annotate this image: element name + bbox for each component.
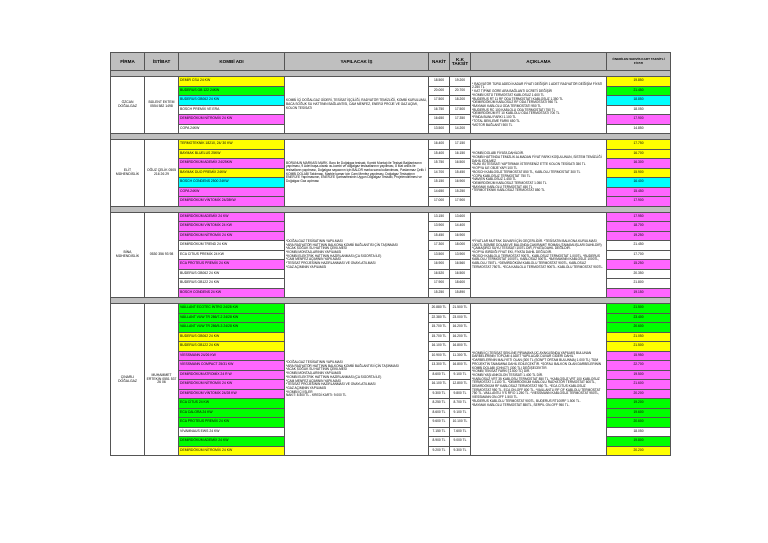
onerilen-fiyat-cell: 19.800 xyxy=(607,437,671,447)
nakit-cell: 17.300 xyxy=(429,241,450,251)
kk-taksit-cell: 15.890 xyxy=(450,288,471,298)
onerilen-fiyat-cell: 18.700 xyxy=(607,222,671,232)
kk-taksit-cell: 16.500 xyxy=(450,269,471,279)
kk-taksit-cell: 8.700 TL xyxy=(450,399,471,409)
table-row xyxy=(111,77,671,87)
onerilen-fiyat-cell: 19.200 xyxy=(607,399,671,409)
onerilen-fiyat-cell: 19.500 xyxy=(607,370,671,380)
onerilen-fiyat-cell: 20.200 xyxy=(607,389,671,399)
kombi-name-cell: DEMİRDÖKÜM ADEMİX 24 KW xyxy=(179,212,285,222)
kk-taksit-cell: 16.900 xyxy=(450,231,471,241)
header-kombi: KOMBİ ADI xyxy=(179,53,285,71)
kk-taksit-cell: 14.400 xyxy=(450,222,471,232)
nakit-cell: 13.500 xyxy=(429,250,450,260)
header-aciklama: AÇIKLAMA xyxy=(471,53,607,71)
onerilen-fiyat-cell: 14.850 xyxy=(607,124,671,134)
kombi-name-cell: BUDERUS GB122 24 KW xyxy=(179,279,285,289)
aciklama-cell: *KOMBİ DOLABI FİYATA DAHİLDİR. *KOMBİ HATTINDA TEMİZLİK ALMADAN FİYAT FARKI KOŞULUNUN, SİSTEM TEMİZLİĞİ DAHİL EDİLMEZ *SUNİ ISI TESİSATI YAPTIRMAK İSTERSENİZ ETTE KOLON TESİSATI 350 TL *KOPYA İLE OBJE YAPI 100 TL *BOSCH KABLOSUZ TERMOSTAT 850 TL, KABLOLU TERMOSTAT 300 TL *COPA KABLOSUZ TERMOSTAT 750 TL *NAVIEN KABLOSUZ 1.450 TL *DEMİRDÖKÜM KABLOSUZ TERMOSTAT 1.050 TL *BAYMAK KABLOLU TERMOSTAT 450 TL *TERMOTEKNİK KABLOSUZ TERMOSTAT 850 TL xyxy=(471,140,607,207)
onerilen-fiyat-cell: 20.350 xyxy=(607,269,671,279)
istibat-cell: 0530 356 93 98 xyxy=(145,212,179,298)
kombi-name-cell: ECA PROTEUS PREMİX 24 KW xyxy=(179,260,285,270)
kombi-name-cell: DEMİR CSU 24 KW xyxy=(179,77,285,87)
kk-taksit-cell: 13.900 xyxy=(450,250,471,260)
kombi-name-cell: ECA CALORA 24 KW xyxy=(179,408,285,418)
kk-taksit-cell: 16.800 TL xyxy=(450,361,471,371)
onerilen-fiyat-cell: 20.200 xyxy=(607,446,671,456)
nakit-cell: 15.250 xyxy=(429,288,450,298)
yapilacak-cell: *DOĞALGAZ TESİSATININ YAPILMASI *ARA RADYATÖR HATTININ BALKONA KOMBİ BAĞLANTISI ÇİN TAŞINMASI *ACAK SOĞUK SU HATTININ ÇEKİLMESİ *KOMBİ MONTAJLARININ YAPILMASI *KOMBİ ELEKTRİK HATTININ HAZIRLANMASI (ÇA SIGORTA İLE) *CAM MENFEZ AÇIMININ YAPILMASI *TESİSAT PROJESİNİN HAZIRLANMASI VE ONAYLATILMASI *GAZ AÇIMININ YAPILMASI xyxy=(285,212,429,298)
nakit-cell: 17.900 xyxy=(429,279,450,289)
kombi-name-cell: BOSCH CONDENS 24 KW xyxy=(179,288,285,298)
nakit-cell: 15.700 TL xyxy=(429,332,450,342)
kk-taksit-cell: 19.200 xyxy=(450,77,471,87)
table-row xyxy=(111,304,671,314)
nakit-cell: 13.500 xyxy=(429,124,450,134)
kombi-name-cell: DEMİRDÖKÜM ADEMİX 24/25KW xyxy=(179,159,285,169)
nakit-cell: 10.900 TL xyxy=(429,351,450,361)
kk-taksit-cell: 21.500 TL xyxy=(450,304,471,314)
kombi-name-cell: ECA PROTEUS PREMİX 24 KW xyxy=(179,418,285,428)
kombi-name-cell: DEMİRDÖKÜM NİTROMİX 24 KW xyxy=(179,231,285,241)
table-row xyxy=(111,212,671,222)
kombi-name-cell: BOSCH CONDENS 2500 24KW xyxy=(179,178,285,188)
kombi-name-cell: COPA 24KW xyxy=(179,187,285,197)
onerilen-fiyat-cell: 17.900 xyxy=(607,115,671,125)
kombi-name-cell: COPA 24KW xyxy=(179,124,285,134)
kk-taksit-cell: 16.800 TL xyxy=(450,342,471,352)
kk-taksit-cell: 17.500 xyxy=(450,105,471,115)
kk-taksit-cell: 18.200 xyxy=(450,96,471,106)
kombi-name-cell: VAİLLANT VUW TR 286/5-3 24/28 KW xyxy=(179,323,285,333)
kombi-name-cell: DEMİRDÖKÜM NİTROMİX 24 KW xyxy=(179,446,285,456)
onerilen-fiyat-cell: 19.850 xyxy=(607,77,671,87)
kombi-name-cell: VİVAMNAUS EWS 24 KW xyxy=(179,427,285,437)
kk-taksit-cell: 17.150 xyxy=(450,140,471,150)
onerilen-fiyat-cell: 20.600 xyxy=(607,323,671,333)
yapilacak-cell: KOMBİ İÇİ DOĞALGAZ GİDERİ, TESİSAT İŞÇİLİĞİ, RADYATÖR TEMİZLİĞİ, KOMBİ KURULUMU, BACA SOĞUK SU HATTININ BAĞLANTISI, CAM MENFEZ, ENERJİ PROJE VE GAZ AÇIMI, KOLON TESİSATI xyxy=(285,77,429,134)
onerilen-fiyat-cell: 17.950 xyxy=(607,212,671,222)
header-nakit: NAKİT xyxy=(429,53,450,71)
onerilen-fiyat-cell: 15.250 xyxy=(607,260,671,270)
nakit-cell: 8.900 TL xyxy=(429,437,450,447)
nakit-cell: 17.000 xyxy=(429,197,450,207)
kombi-name-cell: DEMİRDÖKÜM VİNTOMİX 24/28KW xyxy=(179,197,285,207)
nakit-cell: 18.500 xyxy=(429,77,450,87)
nakit-cell: 16.750 xyxy=(429,105,450,115)
nakit-cell: 15.700 TL xyxy=(429,323,450,333)
firma-cell: ÖZCAN DOĞALGAZ xyxy=(111,77,145,134)
aciklama-cell: *KOMBİ İÇİ TESİSAT ŞEKLİNE PİRAMAYA ÜÇ AYAKLISINDA YAPILMIŞ BULUNAN DARBELERİNİN TOPLAM 4 ADET YAPILACAK DUVAR GİDERİ DAHİL *DARBELERİNİN MALİYETİ OLAN (300 TL (SONFT ORTAM BULUNMA) 1.000 TL) TÜM PROJEKTİN TAMAMINA DAHİL EDİLECEKTİR. *SOFALI BALKON OLAN DARBELERİNİN KOMBİ DOLABI (CHNCT) (300 TL) DEĞİŞECEKTİR. *KOMBİ TEKİSAT FARKI (1.500 TL) DİR. *KOMBİ YAŞI ANKOLON TESİSATI 1.400 TL DİR. *KABLOSUZ VRT 35 KABLOSU TERMOSTAT 850 TL, *KABLOSUZ VRT 100 KABLOSUZ TERMOSTAT 1.1100 TL. *DEMİRDÖKÜM KABLOLU RADYATÖR TERMOSTAT 600TL, DEMİRDÖKÜM RF KABLOSUZ TERMOSTAT 950 TL. *ECA CİTUS KABLOSUZ TERMOSTAT 950 TL, ECA ON-OFF 800 TL. *VAİLLANTLI RF OF KABLOLU TERMOSTAT 750 TL. VAİLLANTLI V'S RF/O 1.250 TL. *VİESSMANN KABLOSUZ TERMOSTAT 950TL, VİESSMANN ON-OFF 1.500 TL. *BUDERUS KABLOLU TERMOSTAT 900TL, BUDERUS RT100RF 1.500 TL. *BAYMAK KABLOLU TERMOSTAT 850TL, SERPİL ON-OFF 950 TL. xyxy=(471,304,607,456)
kk-taksit-cell: 9.800 TL xyxy=(450,389,471,399)
onerilen-fiyat-cell: 23.400 xyxy=(607,313,671,323)
kombi-name-cell: DEMİRDÖKÜM ADEMİX 24 KW xyxy=(179,437,285,447)
onerilen-fiyat-cell: 22.700 xyxy=(607,361,671,371)
kk-taksit-cell: 9.100 TL xyxy=(450,408,471,418)
nakit-cell: 15.450 xyxy=(429,231,450,241)
kk-taksit-cell: 7.600 TL xyxy=(450,427,471,437)
table-row xyxy=(111,140,671,150)
nakit-cell: 13.150 xyxy=(429,212,450,222)
onerilen-fiyat-cell: 21.800 xyxy=(607,279,671,289)
kombi-name-cell: DEMİRDÖKÜM VİNTOMİX 24 KW xyxy=(179,222,285,232)
kk-taksit-cell: 15.450 xyxy=(450,168,471,178)
onerilen-fiyat-cell: 17.900 xyxy=(607,197,671,207)
kombi-name-cell: BUDERUS GB062 24 KW xyxy=(179,269,285,279)
nakit-cell: 14.700 xyxy=(429,168,450,178)
header-row xyxy=(111,53,671,71)
istibat-cell: MUHAMMET ERTEKİN 0551 537 26 06 xyxy=(145,304,179,456)
onerilen-fiyat-cell: 15.450 xyxy=(607,187,671,197)
kk-taksit-cell: 11.300 TL xyxy=(450,351,471,361)
kk-taksit-cell: 15.250 xyxy=(450,187,471,197)
nakit-cell: 16.650 xyxy=(429,115,450,125)
kombi-name-cell: BAYMAK DUO PREMİX 24KW xyxy=(179,168,285,178)
onerilen-fiyat-cell: 16.700 xyxy=(607,149,671,159)
onerilen-fiyat-cell: 18.050 xyxy=(607,427,671,437)
nakit-cell: 9.600 TL xyxy=(429,418,450,428)
kk-taksit-cell: 20.700 xyxy=(450,86,471,96)
kombi-name-cell: VAİLLANT VUW TR 286/7-2 24/28 KW xyxy=(179,313,285,323)
kk-taksit-cell: 16.200 TL xyxy=(450,332,471,342)
yapilacak-cell: *DOĞALGAZ TESİSATININ YAPILMASI *ARA RADYATÖR HATTININ BALKONA KOMBİ BAĞLANTISI İÇİN TAŞINMASI *ACAK SOĞUK SU HATTININ ÇEKİLMESİ *KOMBİ MONTAJLARININ YAPILMASI *KOMBİ ELEKTRİK HATTININ HAZIRLANMASI (ÇA SIGORTA İLE) *CAM MENFEZ AÇIMININ YAPILMASI *TESİSAT PROJESİNİN HAZIRLANMASI VE ONAYLATILMASI *GAZ AÇIMININ YAPILMASI *KOMBİ İÇİ İŞLER NAKİT: 8.500 TL - KREDİ KARTI: 9.000 TL xyxy=(285,304,429,456)
kk-taksit-cell: 17.900 xyxy=(450,197,471,207)
kombi-name-cell: BUDERUS GB062 24 KW xyxy=(179,96,285,106)
onerilen-fiyat-cell: 21.500 xyxy=(607,342,671,352)
kombi-name-cell: DEMİRDÖKÜM VİNTOMİX 24/28 KW xyxy=(179,389,285,399)
nakit-cell: 8.600 TL xyxy=(429,370,450,380)
header-onerilen: ÖNERİLEN SERVİS KART TAKSİTLİ FİYATI xyxy=(607,53,671,71)
firma-cell: BİNA MÜHENDİSLİK xyxy=(111,212,145,298)
onerilen-fiyat-cell: 21.450 xyxy=(607,86,671,96)
kk-taksit-cell: 9.300 TL xyxy=(450,446,471,456)
onerilen-fiyat-cell: 21.600 xyxy=(607,380,671,390)
kk-taksit-cell: 16.200 TL xyxy=(450,323,471,333)
nakit-cell: 20.880 TL xyxy=(429,304,450,314)
istibat-cell: BÜLENT EKTEM 0554 582 1498 xyxy=(145,77,179,134)
kk-taksit-cell: 16.150 xyxy=(450,149,471,159)
kombi-name-cell: DEMİRDÖKÜM ATROMİX 24 R W xyxy=(179,370,285,380)
onerilen-fiyat-cell: 20.600 xyxy=(607,418,671,428)
header-firma: FİRMA xyxy=(111,53,145,71)
nakit-cell: 9.200 TL xyxy=(429,446,450,456)
kk-taksit-cell: 18.600 xyxy=(450,279,471,289)
kombi-name-cell: VİESSMANN COMPACT 25/31 KW xyxy=(179,361,285,371)
kk-taksit-cell: 23.000 TL xyxy=(450,313,471,323)
nakit-cell: 15.150 xyxy=(429,178,450,188)
kk-taksit-cell: 16.500 xyxy=(450,159,471,169)
kombi-name-cell: ECA CITIUS PREMİX 24 KW xyxy=(179,250,285,260)
nakit-cell: 15.750 xyxy=(429,159,450,169)
nakit-cell: 20.000 xyxy=(429,86,450,96)
onerilen-fiyat-cell: 18.050 xyxy=(607,105,671,115)
onerilen-fiyat-cell: 21.450 xyxy=(607,241,671,251)
onerilen-fiyat-cell: 17.700 xyxy=(607,250,671,260)
nakit-cell: 16.520 xyxy=(429,269,450,279)
nakit-cell: 14.650 xyxy=(429,187,450,197)
kk-taksit-cell: 17.350 xyxy=(450,115,471,125)
kk-taksit-cell: 16.900 xyxy=(450,178,471,188)
onerilen-fiyat-cell: 19.250 xyxy=(607,231,671,241)
kombi-name-cell: DEMİRDÖKÜM NİTROMİX 24 KW xyxy=(179,380,285,390)
kombi-name-cell: BUDERUS GB062 24 KW xyxy=(179,332,285,342)
nakit-cell: 22.380 TL xyxy=(429,313,450,323)
onerilen-fiyat-cell: 19.600 xyxy=(607,408,671,418)
onerilen-fiyat-cell: 16.400 xyxy=(607,178,671,188)
kombi-name-cell: DEMİRDÖKÜM TREND 24 KW xyxy=(179,241,285,251)
nakit-cell: 16.900 xyxy=(429,260,450,270)
table-body xyxy=(111,71,671,456)
kombi-name-cell: TERMOTEKNİK 18210, 24/ 30 KW xyxy=(179,140,285,150)
kk-taksit-cell: 9.100 TL xyxy=(450,370,471,380)
aciklama-cell: *FİYATLAR MUTFAK DUVARI İÇİN GEÇERLİDİR. *TESİSATIN BALKONA KURULMASI 1000TL BOMBE DOLABI VE BALONDA ÇAKIRAMIT ROMAN (TAMAMLIŞLARI DAHİLDİR) *ÇAMAŞIRCI SUYU TESİSATI 100TL DİR, FİYATA DAHİL DEĞİLDİR. *KOPYA ISIRDIĞI FİYAT EKİ, FİYATA DAHİL DEĞİLDİR. *BOSCH KABLOLU TERMOSTAT 900TL, KABLOSUZ TERMOSTAT 1.000TL. *BUDERUS KABLOLU TERMOSTAT 1000TL, KABLOSUZ 500TL. *BAYMAKNIN KABLOSUZ 1000TL, KABLOLU 750TL. *DEMİRDÖKÜM KABLOLU TERMOSTAT 900TL, KABLOSUZ TERMOSTAT 750TL. *ECA KABLOLU TERMOSTAT 900TL. KABLOLU TERMOSTAT 900TL. xyxy=(471,212,607,298)
nakit-cell: 8.250 TL xyxy=(429,399,450,409)
onerilen-fiyat-cell: 21.500 xyxy=(607,304,671,314)
onerilen-fiyat-cell: 15.900 xyxy=(607,168,671,178)
kombi-name-cell: BAYMAK BLUELUS 25KW xyxy=(179,149,285,159)
nakit-cell: 13.300 TL xyxy=(429,361,450,371)
kk-taksit-cell: 12.800 TL xyxy=(450,380,471,390)
onerilen-fiyat-cell: 21.050 xyxy=(607,332,671,342)
onerilen-fiyat-cell: 18.850 xyxy=(607,96,671,106)
nakit-cell: 16.400 xyxy=(429,140,450,150)
header-kk-taksit: K.K TAKSİT xyxy=(450,53,471,71)
nakit-cell: 15.400 xyxy=(429,149,450,159)
header-yapilacak: YAPILACAK İŞ xyxy=(285,53,429,71)
kk-taksit-cell: 16.560 xyxy=(450,260,471,270)
kk-taksit-cell: 10.100 TL xyxy=(450,418,471,428)
kk-taksit-cell: 18.000 xyxy=(450,241,471,251)
nakit-cell: 16.100 TL xyxy=(429,380,450,390)
kombi-name-cell: DEMİRDÖKÜM NİTROMİX 24 KW xyxy=(179,115,285,125)
nakit-cell: 7.150 TL xyxy=(429,427,450,437)
firma-cell: ÇINARLI DOĞALGAZ xyxy=(111,304,145,456)
aciklama-cell: * RADYATÖR TÜRÜ ADEDİ KADAR FİYATI DEĞİŞİR 1 ADET RADYATÖR DEĞİŞİM FİYATI 2.250 TL * KAT TİPİNE GÖRE ARA BAĞLANTI ÜCRETİ DEĞİŞİR *KOMBİ ÜSTÜ TERMOSTAT KABLOSUZ 1.600 TL *BUDERUS RT 11 RF ODA TERMOSTATI KABLOSUZ 1.350 TL *DEMİRDÖKÜM KABLOSUZ RF ODA TERMOSTATI 950 TL *BAYMAK KABLOLU ODA TERMOSTATI 950 TL *BUDERUS RC 100 KABLOLU ODA TERMOSTATI 750 TL *DEMİRDÖKÜM RT 10 KABLOLU ODA TERMOSTATI 700 TL *FİNDA BUNU FARKI 1.100 TL *TOTAL BEKLEME FARKI 650 TL *MOTOR BAĞLANTI 500 TL xyxy=(471,77,607,134)
kombi-name-cell: BUDERUS GB 122 24KW xyxy=(179,86,285,96)
nakit-cell: 9.300 TL xyxy=(429,389,450,399)
kombi-name-cell: ECA CİTUS 24 KW xyxy=(179,399,285,409)
kombi-name-cell: BUDERUS GB122 24 KW xyxy=(179,342,285,352)
onerilen-fiyat-cell: 15.950 xyxy=(607,351,671,361)
kombi-name-cell: BOSCH PREMİX VE ERA xyxy=(179,105,285,115)
nakit-cell: 8.600 TL xyxy=(429,408,450,418)
yapilacak-cell: BORUNUN MARKASI MARK. Boru ile Doğalgaz tesisatı, Kombi Montajı ile Tesisat Bağlantısının yapılması, 9 Adet başa-olarak ısı-kombi ve doğalgaz tesisatlarının yapılması, 8 Mat ancis ile tesisatların yapılması, Doğalgaz sayacının için BALDR marka sarıa kullanılması, Paslanmaz Çelik İ KOMBİ DOLABI Takılması, Marble kamar için Cam Menfez yapılması, Doğalgaz Tesisatının ENERJİ'E Yapılmasının, ENERJİ'E Şartnamesinin Uygun Doğalgaz Tesisatı, Projelendirilmesi ve Doğalgaz Gaz açılması xyxy=(285,140,429,207)
nakit-cell: 17.500 xyxy=(429,96,450,106)
kombi-name-cell: VAİLLANT ECOTEC İNTRO 24/28 KW xyxy=(179,304,285,314)
onerilen-fiyat-cell: 17.750 xyxy=(607,140,671,150)
onerilen-fiyat-cell: 19.150 xyxy=(607,288,671,298)
comparison-table xyxy=(110,52,671,456)
firma-cell: ELİT MÜHENDİSLİK xyxy=(111,140,145,207)
kk-taksit-cell: 13.600 xyxy=(450,212,471,222)
onerilen-fiyat-cell: 16.300 xyxy=(607,159,671,169)
kombi-name-cell: VİESSMANN 24/26 KW xyxy=(179,351,285,361)
nakit-cell: 16.100 TL xyxy=(429,342,450,352)
nakit-cell: 13.900 xyxy=(429,222,450,232)
istibat-cell: OĞUZ ÇELİK 0505 216 26 29 xyxy=(145,140,179,207)
kk-taksit-cell: 14.200 xyxy=(450,124,471,134)
kk-taksit-cell: 9.000 TL xyxy=(450,437,471,447)
header-istibat: İSTİBAT xyxy=(145,53,179,71)
